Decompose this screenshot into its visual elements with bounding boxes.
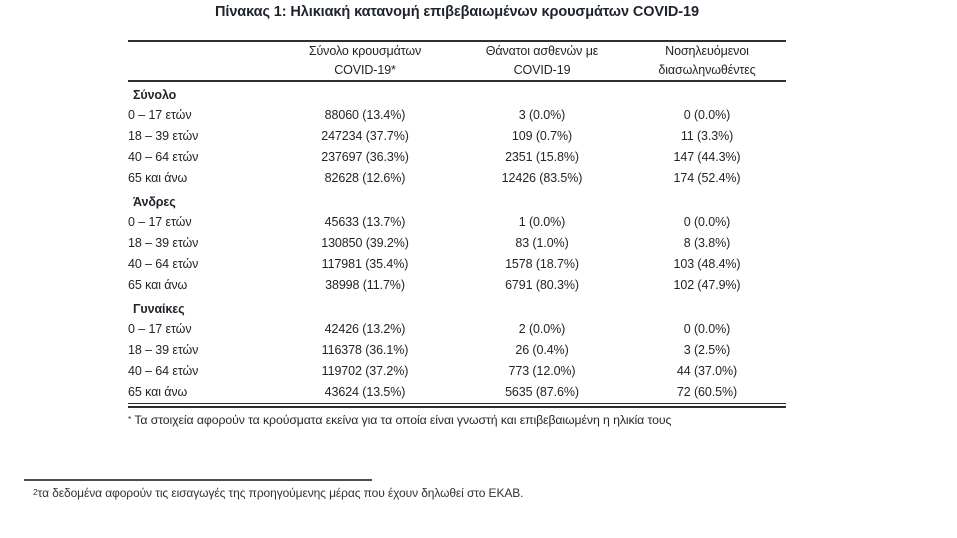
intubated-value: 147 (44.3%) bbox=[673, 150, 741, 164]
col-header-deaths-line1: Θάνατοι ασθενών με bbox=[485, 44, 599, 58]
age-label: 0 – 17 ετών bbox=[128, 322, 192, 336]
table-block bbox=[128, 4, 786, 428]
deaths-value: 1578 (18.7%) bbox=[505, 257, 579, 271]
age-label: 0 – 17 ετών bbox=[128, 215, 192, 229]
col-header-intubated bbox=[628, 41, 786, 81]
cases-value: 116378 (36.1%) bbox=[321, 343, 409, 357]
deaths-value: 26 (0.4%) bbox=[515, 343, 569, 357]
deaths-value: 109 (0.7%) bbox=[511, 129, 573, 143]
age-label: 18 – 39 ετών bbox=[128, 343, 199, 357]
cases-value: 45633 (13.7%) bbox=[324, 215, 406, 229]
deaths-value: 773 (12.0%) bbox=[508, 364, 576, 378]
table-row bbox=[128, 275, 786, 296]
table-row bbox=[128, 105, 786, 126]
cases-value: 82628 (12.6%) bbox=[324, 171, 406, 185]
table-row bbox=[128, 212, 786, 233]
col-header-intubated-line2: διασωληνωθέντες bbox=[658, 63, 756, 77]
cases-value: 42426 (13.2%) bbox=[324, 322, 406, 336]
age-label: 18 – 39 ετών bbox=[128, 236, 199, 250]
table-footnote bbox=[128, 413, 786, 428]
deaths-value: 2351 (15.8%) bbox=[505, 150, 579, 164]
deaths-value: 3 (0.0%) bbox=[518, 108, 566, 122]
section-label: Γυναίκες bbox=[133, 301, 185, 316]
table-row bbox=[128, 361, 786, 382]
covid-age-table bbox=[128, 40, 786, 403]
intubated-value: 0 (0.0%) bbox=[683, 108, 731, 122]
intubated-value: 0 (0.0%) bbox=[683, 215, 731, 229]
col-header-cases-line1: Σύνολο κρουσμάτων bbox=[308, 44, 422, 58]
cases-value: 119702 (37.2%) bbox=[321, 364, 409, 378]
page-footnote-text: τα δεδομένα αφορούν τις εισαγωγές της προηγούμενης μέρας που έχουν δηλωθεί στο ΕΚΑΒ. bbox=[37, 486, 524, 500]
age-label: 40 – 64 ετών bbox=[128, 257, 199, 271]
age-label: 65 και άνω bbox=[128, 385, 188, 399]
age-label: 40 – 64 ετών bbox=[128, 150, 199, 164]
cases-value: 117981 (35.4%) bbox=[321, 257, 409, 271]
deaths-value: 12426 (83.5%) bbox=[501, 171, 583, 185]
age-label: 18 – 39 ετών bbox=[128, 129, 199, 143]
table-row bbox=[128, 233, 786, 254]
age-label: 65 και άνω bbox=[128, 278, 188, 292]
page-footnote bbox=[33, 486, 653, 501]
col-header-deaths-line2: COVID-19 bbox=[513, 63, 571, 77]
section-label: Άνδρες bbox=[133, 194, 176, 209]
intubated-value: 102 (47.9%) bbox=[673, 278, 741, 292]
table-row bbox=[128, 340, 786, 361]
intubated-value: 0 (0.0%) bbox=[683, 322, 731, 336]
page-title: Πίνακας 1: Ηλικιακή κατανομή επιβεβαιωμένων κρουσμάτων COVID-19 bbox=[215, 4, 699, 20]
section-row-total bbox=[128, 81, 786, 105]
table-row bbox=[128, 168, 786, 189]
section-row-men bbox=[128, 189, 786, 212]
cases-value: 130850 (39.2%) bbox=[321, 236, 409, 250]
cases-value: 43624 (13.5%) bbox=[324, 385, 406, 399]
table-footnote-text: Τα στοιχεία αφορούν τα κρούσματα εκείνα για τα οποία είναι γνωστή και επιβεβαιωμένη η ηλικία τους bbox=[134, 413, 672, 427]
age-label: 0 – 17 ετών bbox=[128, 108, 192, 122]
deaths-value: 83 (1.0%) bbox=[515, 236, 569, 250]
cases-value: 247234 (37.7%) bbox=[321, 129, 409, 143]
footnote-divider bbox=[24, 479, 372, 481]
col-header-intubated-line1: Νοσηλευόμενοι bbox=[665, 44, 749, 58]
intubated-value: 72 (60.5%) bbox=[676, 385, 738, 399]
section-row-women bbox=[128, 296, 786, 319]
deaths-value: 6791 (80.3%) bbox=[505, 278, 579, 292]
age-label: 40 – 64 ετών bbox=[128, 364, 199, 378]
table-row bbox=[128, 319, 786, 340]
table-row bbox=[128, 147, 786, 168]
cases-value: 38998 (11.7%) bbox=[325, 278, 405, 292]
header-row bbox=[128, 41, 786, 81]
table-bottom-rule bbox=[128, 403, 786, 408]
table-row bbox=[128, 126, 786, 147]
intubated-value: 44 (37.0%) bbox=[676, 364, 738, 378]
col-header-deaths bbox=[456, 41, 628, 81]
table-row bbox=[128, 382, 786, 403]
intubated-value: 11 (3.3%) bbox=[680, 129, 734, 143]
intubated-value: 174 (52.4%) bbox=[673, 171, 741, 185]
section-label: Σύνολο bbox=[133, 87, 177, 102]
deaths-value: 5635 (87.6%) bbox=[505, 385, 579, 399]
intubated-value: 3 (2.5%) bbox=[683, 343, 731, 357]
deaths-value: 1 (0.0%) bbox=[518, 215, 566, 229]
table-footnote-marker: * bbox=[128, 414, 132, 424]
deaths-value: 2 (0.0%) bbox=[518, 322, 566, 336]
intubated-value: 103 (48.4%) bbox=[673, 257, 741, 271]
cases-value: 88060 (13.4%) bbox=[324, 108, 406, 122]
age-label: 65 και άνω bbox=[128, 171, 188, 185]
col-header-cases bbox=[274, 41, 456, 81]
col-header-cases-line2: COVID-19* bbox=[334, 63, 396, 77]
cases-value: 237697 (36.3%) bbox=[321, 150, 409, 164]
page-footnote-marker: 2 bbox=[33, 487, 38, 497]
table-row bbox=[128, 254, 786, 275]
intubated-value: 8 (3.8%) bbox=[683, 236, 731, 250]
empty-header-cell bbox=[128, 41, 274, 81]
